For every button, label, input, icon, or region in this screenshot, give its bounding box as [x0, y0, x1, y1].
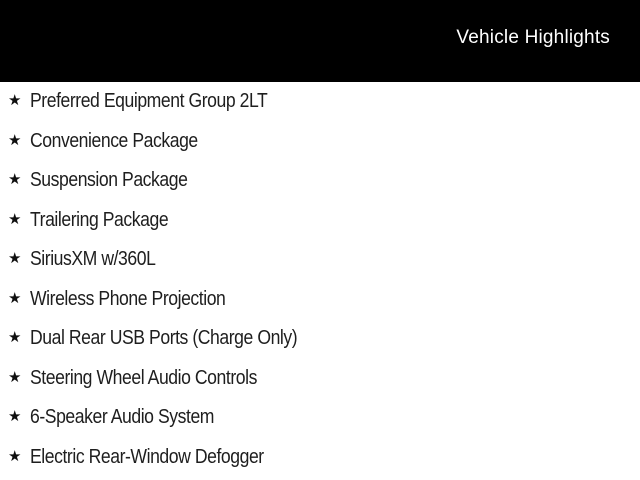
star-icon: ★ [8, 250, 22, 268]
highlight-text: Dual Rear USB Ports (Charge Only) [30, 327, 298, 350]
list-item [0, 319, 640, 359]
header-bar [0, 0, 640, 82]
list-item [0, 82, 640, 122]
list-item [0, 201, 640, 241]
list-item [0, 438, 640, 478]
page-title: Vehicle Highlights [456, 27, 610, 48]
star-icon: ★ [8, 131, 22, 149]
highlight-text: Steering Wheel Audio Controls [30, 366, 257, 389]
highlight-text: Trailering Package [30, 208, 169, 231]
list-item [0, 161, 640, 201]
star-icon: ★ [8, 408, 22, 426]
highlight-text: 6-Speaker Audio System [30, 406, 215, 429]
highlight-text: Convenience Package [30, 129, 198, 152]
highlight-text: Wireless Phone Projection [30, 287, 226, 310]
highlight-text: SiriusXM w/360L [30, 248, 156, 271]
star-icon: ★ [8, 92, 22, 110]
list-item [0, 398, 640, 438]
list-item [0, 122, 640, 162]
star-icon: ★ [8, 447, 22, 465]
highlight-text: Preferred Equipment Group 2LT [30, 90, 268, 113]
list-item [0, 359, 640, 399]
highlight-text: Suspension Package [30, 169, 188, 192]
highlight-text: Electric Rear-Window Defogger [30, 445, 264, 468]
star-icon: ★ [8, 210, 22, 228]
star-icon: ★ [8, 329, 22, 347]
highlights-list [0, 82, 640, 477]
list-item [0, 240, 640, 280]
star-icon: ★ [8, 368, 22, 386]
star-icon: ★ [8, 289, 22, 307]
list-item [0, 280, 640, 320]
star-icon: ★ [8, 171, 22, 189]
